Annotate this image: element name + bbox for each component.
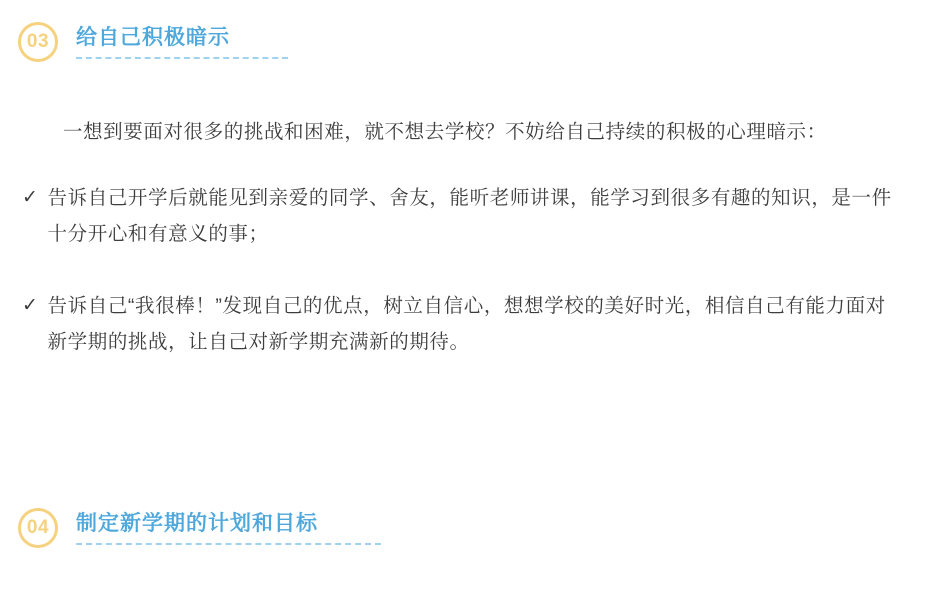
section-number-badge-03: 03: [18, 22, 58, 62]
check-mark-icon: ✓: [22, 187, 39, 209]
check-item-1: [22, 180, 905, 252]
section-heading-03: [0, 0, 927, 62]
check-item-2: [22, 288, 905, 360]
section-underline-04: [76, 543, 381, 545]
section-body-03: [0, 114, 927, 360]
section-title-wrap-03: [76, 25, 288, 59]
section-number-badge-04: 04: [18, 508, 58, 548]
section-underline-03: [76, 57, 288, 59]
section-title-wrap-04: [76, 511, 381, 545]
section-title-04: 制定新学期的计划和目标: [76, 511, 318, 535]
section-title-03: 给自己积极暗示: [76, 25, 230, 49]
check-mark-icon: ✓: [22, 295, 39, 317]
intro-paragraph: 一想到要面对很多的挑战和困难，就不想去学校？不妨给自己持续的积极的心理暗示：: [62, 121, 827, 143]
check-item-1-text: 告诉自己开学后就能见到亲爱的同学、舍友，能听老师讲课，能学习到很多有趣的知识，是一件十分开心和有意义的事；: [47, 187, 892, 246]
section-heading-04: [0, 508, 927, 548]
check-item-2-text: 告诉自己“我很棒！”发现自己的优点，树立自信心，想想学校的美好时光，相信自己有能力面对新学期的挑战，让自己对新学期充满新的期待。: [47, 295, 886, 354]
